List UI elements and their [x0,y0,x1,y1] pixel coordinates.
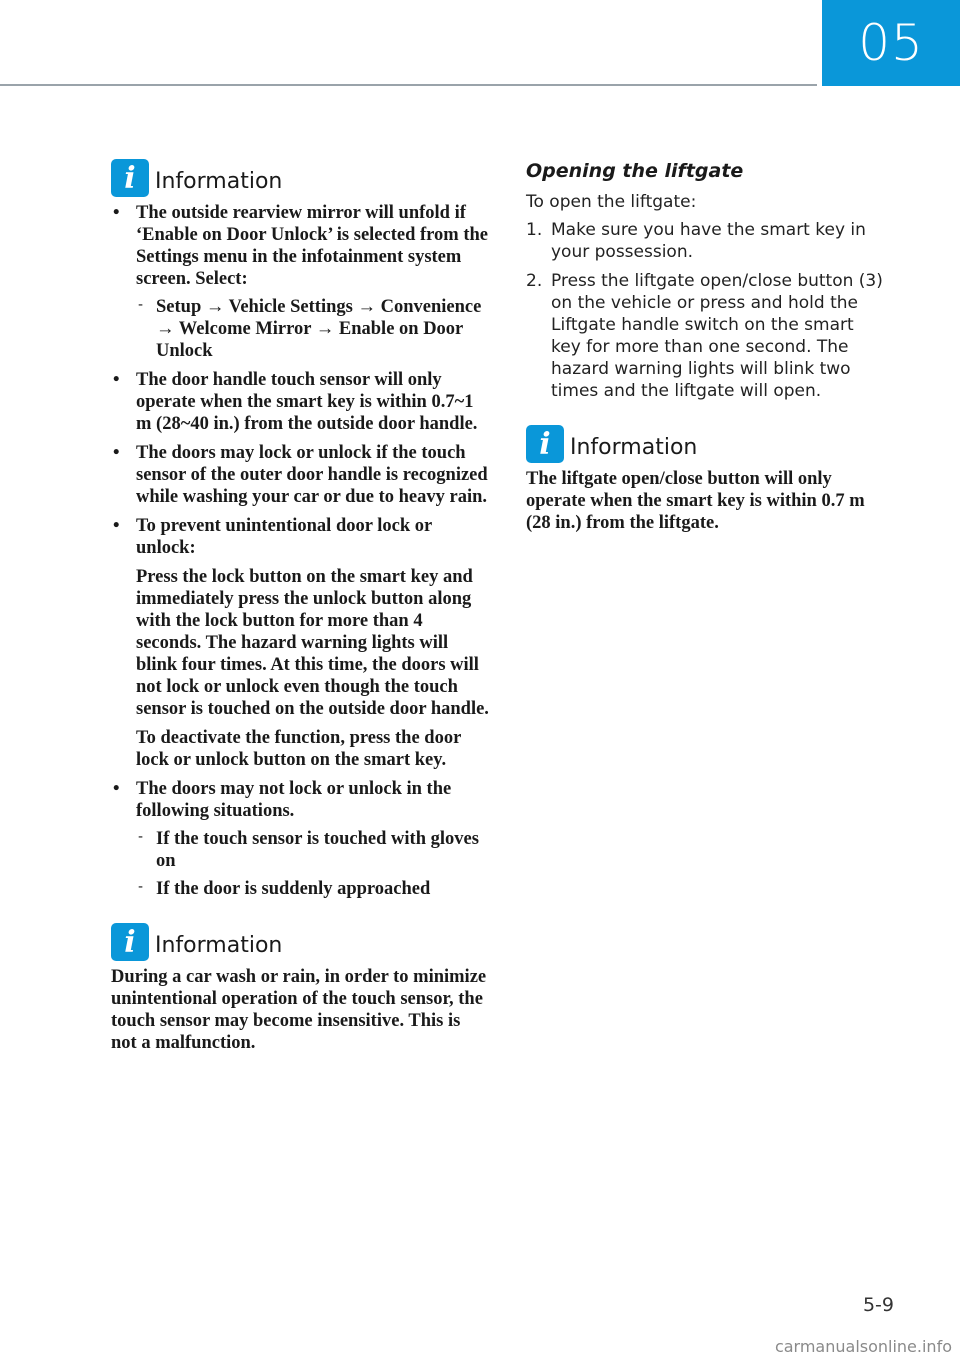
list-item: • The door handle touch sensor will only operate when the smart key is within 0.7~1 m (28~40 in.) from the outside door handle. [111,369,489,435]
sub-item: - Setup → Vehicle Settings → Convenience → Welcome Mirror → Enable on Door Unlock [136,296,489,362]
info-icon: i [111,923,149,961]
right-column [526,160,888,534]
info-title: Information [155,168,283,194]
section-title: Opening the liftgate [526,160,744,182]
watermark: carmanualsonline.info [774,1337,952,1356]
step-number: 2. [526,271,543,291]
info-icon: i [526,425,564,463]
steps-list [526,219,888,402]
sub-item: - If the door is suddenly approached [136,878,489,900]
step-item: 2. Press the liftgate open/close button (3) on the vehicle or press and hold the Liftgate handle switch on the smart key for more than one second. The hazard warning lights will blink two times and the liftgate will open. [526,271,883,401]
sub-item: - If the touch sensor is touched with gloves on [136,828,489,872]
info-text: The liftgate open/close button will only operate when the smart key is within 0.7 m (28 in.) from the liftgate. [526,469,865,533]
list-item: • To prevent unintentional door lock or unlock: Press the lock button on the smart key and immediately press the unlock button along with the lock button for more than 4 seconds. The hazard warning lights will blink four times. At this time, the doors will not lock or unlock even though the touch sensor is touched on the outside door handle. To deactivate the function, press the door lock or unlock button on the smart key. [111,515,489,771]
list-item: • The doors may not lock or unlock in the following situations. - If the touch sensor is touched with gloves on - If the door is suddenly approached [111,778,489,900]
intro-text: To open the liftgate: [526,192,697,212]
info-title: Information [570,434,698,460]
chapter-tab: 05 [822,0,960,86]
paragraph: Press the lock button on the smart key and immediately press the unlock button along with the lock button for more than 4 seconds. The hazard warning lights will blink four times. At this time, the doors will not lock or unlock even though the touch sensor is touched on the outside door handle. [136,567,489,719]
info-text: During a car wash or rain, in order to minimize unintentional operation of the touch sensor, the touch sensor may become insensitive. This is not a malfunction. [111,967,487,1053]
info-icon: i [111,159,149,197]
list-item: • The doors may lock or unlock if the touch sensor of the outer door handle is recognized while washing your car or due to heavy rain. [111,442,489,508]
paragraph: To deactivate the function, press the door lock or unlock button on the smart key. [136,728,461,770]
left-column [111,158,489,1054]
info-title: Information [155,932,283,958]
info-heading-2 [111,922,489,962]
page-number: 5-9 [862,1294,894,1316]
info-bullet-list [111,202,489,900]
step-item: 1. Make sure you have the smart key in your possession. [526,220,866,262]
step-number: 1. [526,220,543,240]
info-heading-3 [526,424,888,464]
header-rule [0,84,817,86]
list-item: • The outside rearview mirror will unfold if ‘Enable on Door Unlock’ is selected from the Settings menu in the infotainment system screen. Select: - Setup → Vehicle Settings → Convenience → Welcome Mirror → Enable on Door Unlock [111,202,489,362]
info-heading-1 [111,158,489,198]
